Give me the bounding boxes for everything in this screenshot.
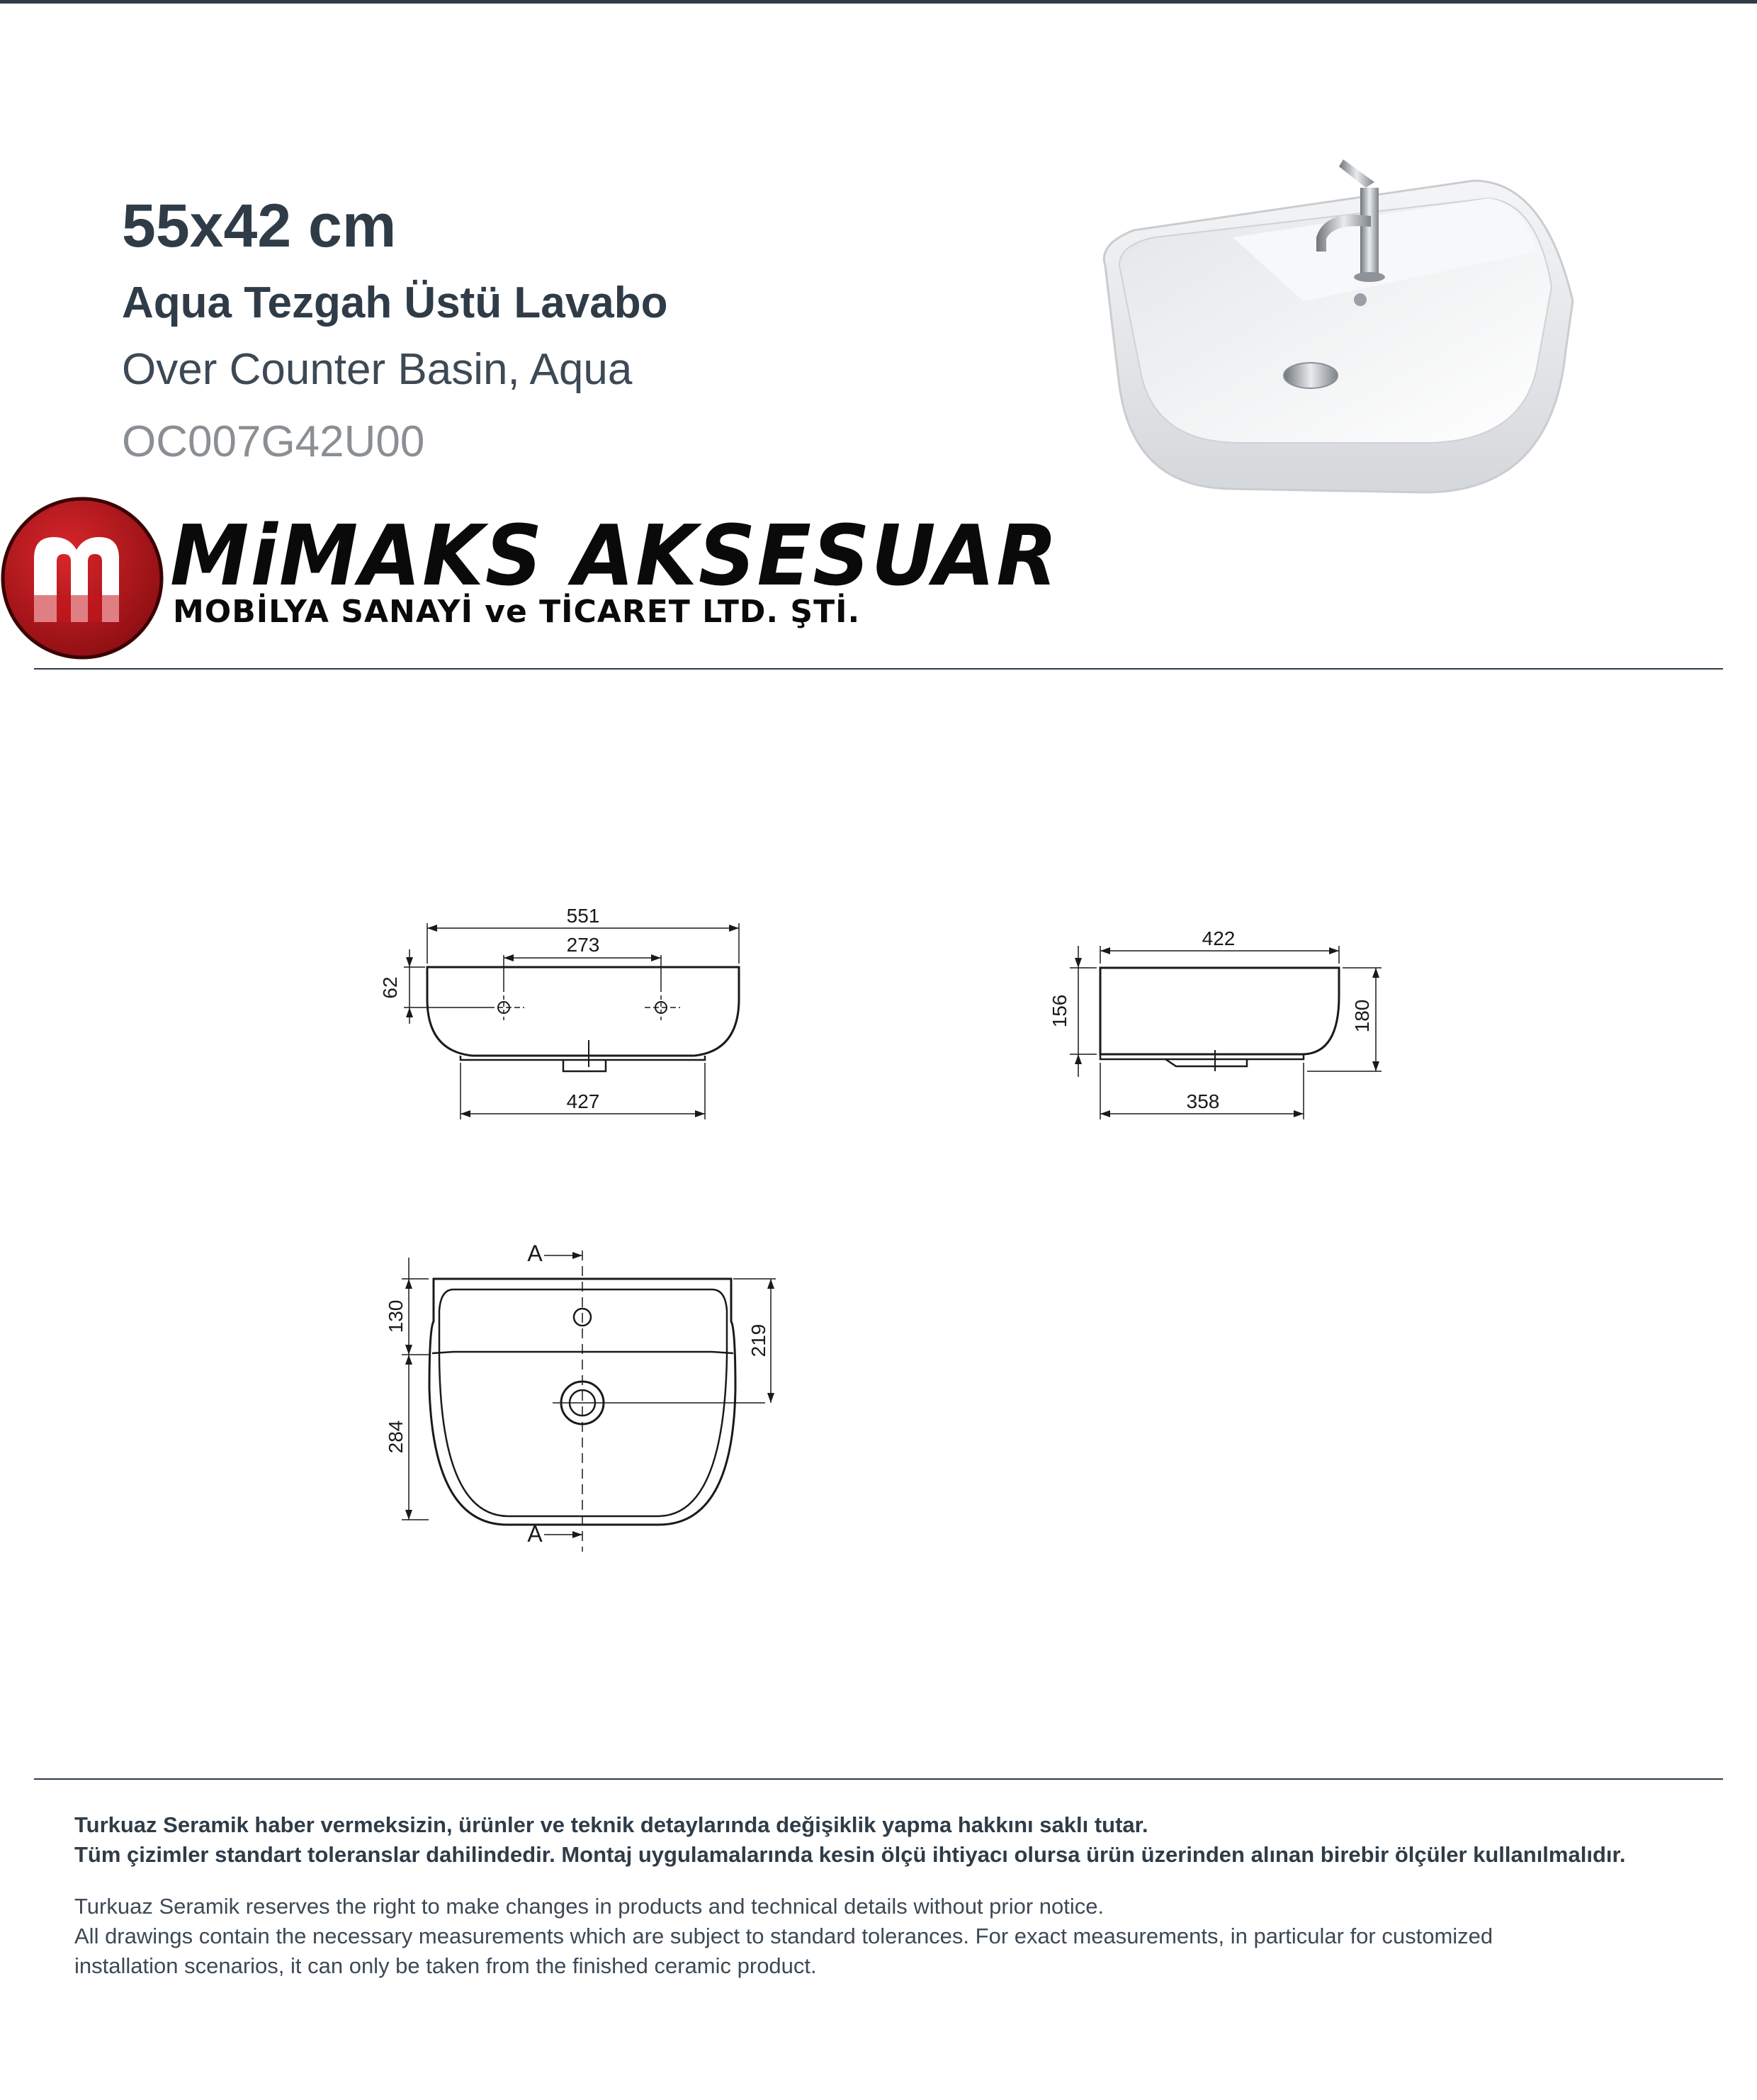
front-hole-left [489, 995, 524, 1020]
side-view [1070, 946, 1382, 1119]
notice-tr-line: Tüm çizimler standart toleranslar dahilindedir. Montaj uygulamalarında kesin ölçü ihtiyacı olursa ürün üzerinden alınan birebir ölçüler kullanılmalıdır. [74, 1842, 1626, 1867]
footer-divider [34, 1778, 1723, 1780]
notice-en-line: All drawings contain the necessary measurements which are subject to standard tolerances. For exact measurements, in particular for customized [74, 1924, 1493, 1948]
notice-english [74, 1892, 1732, 1981]
mimaks-logo-icon [0, 496, 164, 660]
dim-total-height: 180 [1351, 999, 1373, 1033]
dim-front-width: 551 [566, 905, 600, 927]
product-size-title: 55x42 cm [122, 192, 397, 260]
front-view-labels [379, 905, 599, 1112]
basin-photo [1091, 131, 1580, 499]
company-name: MiMAKS AKSESUAR [170, 507, 1059, 605]
section-label-top: A [527, 1241, 543, 1266]
notice-tr-line: Turkuaz Seramik haber vermeksizin, ürünler ve teknik detaylarında değişiklik yapma hakkını saklı tutar. [74, 1812, 1148, 1837]
dim-drain-offset: 219 [747, 1323, 769, 1357]
header-divider [34, 668, 1723, 670]
product-name-english: Over Counter Basin, Aqua [122, 345, 633, 394]
dim-rear-depth: 130 [385, 1299, 407, 1333]
notice-en-line: installation scenarios, it can only be taken from the finished ceramic product. [74, 1953, 817, 1978]
dim-base-width: 427 [566, 1090, 600, 1112]
technical-drawing [0, 850, 1757, 1644]
top-view-labels [385, 1241, 769, 1547]
drain [1284, 363, 1338, 388]
dim-side-depth: 422 [1202, 927, 1236, 949]
dim-hole-height: 62 [379, 976, 401, 999]
dim-front-depth: 284 [385, 1420, 407, 1454]
dim-base-depth: 358 [1186, 1090, 1220, 1112]
notice-en-line: Turkuaz Seramik reserves the right to make changes in products and technical details without prior notice. [74, 1894, 1105, 1919]
notice-turkish [74, 1810, 1732, 1870]
overflow-hole [1354, 293, 1367, 306]
dim-inner-height: 156 [1049, 994, 1070, 1028]
product-name-turkish: Aqua Tezgah Üstü Lavabo [122, 278, 668, 327]
company-tagline: MOBİLYA SANAYİ ve TİCARET LTD. ŞTİ. [173, 594, 861, 630]
top-view [402, 1251, 776, 1552]
dim-hole-spacing: 273 [566, 934, 600, 956]
front-hole-right [645, 995, 680, 1020]
side-view-labels [1049, 927, 1373, 1112]
product-code: OC007G42U00 [122, 417, 425, 466]
section-label-bottom: A [527, 1521, 543, 1547]
top-border [0, 0, 1757, 4]
